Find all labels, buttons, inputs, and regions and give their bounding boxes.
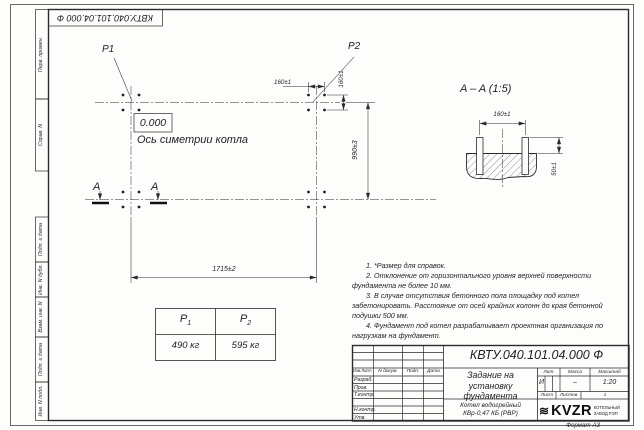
plan-load-point-p2-label: P2 [348, 41, 361, 52]
margin-label-inv-dubl: Инв. N дубл. [38, 264, 44, 295]
plan-elevation-mark: 0.000 [139, 116, 167, 129]
tb-scale-value: 1:20 [602, 379, 617, 386]
tb-title: Задание на установку фундамента [463, 370, 518, 401]
plan-dim-width: 1715±2 [212, 266, 236, 273]
corner-doc-number: КВТУ.040.101.04.000 Ф [57, 13, 153, 23]
tb-scale-header: Масштаб [598, 369, 621, 375]
tb-col-n-dokum: N докум. [378, 369, 398, 374]
tb-col-podp: Подп. [406, 369, 420, 374]
tb-mass-value: – [573, 379, 577, 386]
load-table-header-p1 [156, 313, 215, 327]
logo-coil-icon: ≋ [539, 403, 550, 418]
margin-label-sprav-n: Справ. N [38, 123, 44, 147]
note-item: 3. В случае отсутствия бетонного пола площадку под котел забетонировать. Расстояние от осей крайних колонн до края бетонной подушки 500 мм. [352, 290, 603, 320]
section-dim-bolt-spacing: 160±1 [493, 111, 511, 118]
note-item: 2. Отклонение от горизонтального уровня верхней поверхности фундамента не более 10 мм. [352, 270, 592, 290]
plan-dim-height: 990±3 [352, 140, 359, 160]
anchor-bolt-left [477, 138, 484, 175]
margin-label-vzam-inv: Взам. инв. N [38, 301, 44, 333]
p1-sub: 1 [187, 320, 192, 328]
tb-row-prov: Пров. [354, 384, 368, 391]
plan-dim-bolt-spacing-h: 160±1 [274, 79, 292, 86]
margin-label-perv-primen: Перв. примен. [38, 36, 44, 73]
tb-row-nkontr: Н.контр. [354, 407, 376, 413]
tb-sheets-value: 1 [603, 392, 607, 398]
section-dim-bolt-height: 50±1 [551, 162, 558, 176]
tb-lit-header: Лит. [543, 369, 555, 375]
anchor-bolt-right [522, 138, 529, 175]
tb-subtitle-line2: КВр-0,47 КБ (РВР) [463, 410, 518, 417]
tb-lit-value: И [538, 379, 544, 386]
note-item: 4. Фундамент под котел разрабатывает проектная организация по нагрузкам на фундамент. [352, 320, 603, 340]
margin-label-podp-data-2: Подп. и дата [38, 342, 44, 377]
load-table-header-p2 [216, 313, 275, 327]
margin-label-inv-podl: Инв. N подл. [38, 385, 44, 417]
tb-row-razrab: Разраб. [354, 377, 373, 383]
tb-sheets-label: Листов [559, 392, 578, 398]
sheet-frame [11, 5, 634, 426]
plan-dimensions [131, 82, 375, 283]
format-label: Формат А3 [566, 421, 600, 429]
load-table-value-p1: 490 кг [171, 340, 200, 351]
section-view-linework [467, 120, 564, 188]
company-logo [539, 400, 629, 421]
tb-subtitle-line1: Котел водогрейный [460, 402, 521, 409]
note-item: 1. *Размер для справок. [366, 261, 446, 270]
plan-dim-bolt-spacing-v: 160±1 [338, 70, 345, 88]
logo-text: KVZR [551, 402, 592, 419]
load-table-value-p2: 595 кг [231, 340, 260, 351]
tb-col-data: Дата [427, 369, 440, 374]
tb-row-utv: Утв. [354, 414, 366, 421]
company-name [594, 405, 620, 416]
section-letter-left: A [93, 181, 101, 193]
company-name-line1: КОТЕЛЬНЫЙ [593, 405, 620, 411]
plan-load-point-p1-label: P1 [102, 44, 115, 55]
plan-centerlines [85, 86, 436, 216]
p2-base: P [239, 313, 248, 325]
margin-label-podp-data-1: Подп. и дата [38, 222, 44, 257]
plan-axis-label: Ось симетрии котла [137, 134, 249, 146]
notes-block [352, 261, 624, 341]
section-letter-right: A [151, 181, 159, 193]
tb-col-izm-list: Изм.Лист [353, 369, 372, 374]
title-block-doc-number: КВТУ.040.101.04.000 Ф [469, 348, 604, 362]
section-view-title: A – A (1:5) [460, 83, 512, 95]
tb-row-tkontr: Т.контр. [354, 392, 375, 398]
tb-sheet-label: Лист [540, 392, 554, 398]
tb-mass-header: Масса [567, 369, 583, 375]
p2-sub: 2 [247, 320, 252, 328]
p1-base: P [179, 313, 188, 325]
company-name-line2: ЗАВОД РЭП [593, 410, 618, 416]
